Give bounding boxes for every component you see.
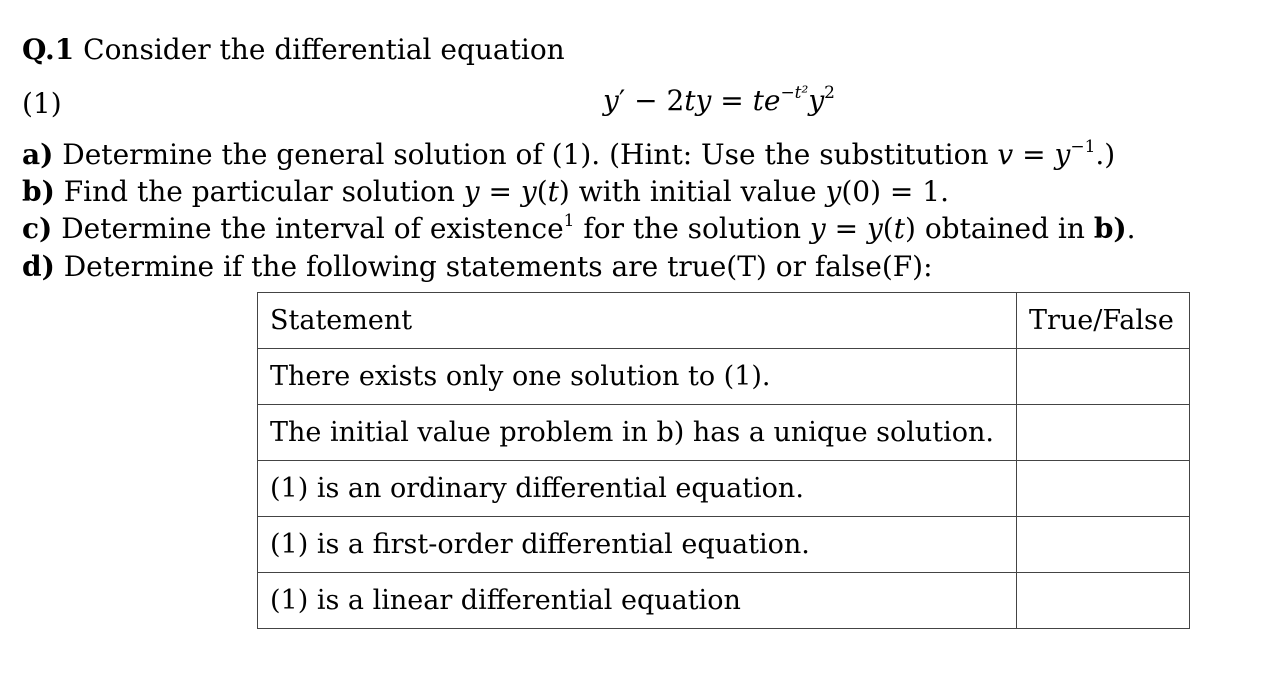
header-true-false: True/False — [1017, 293, 1190, 349]
part-b: b) Find the particular solution y = y(t) with initial value y(0) = 1. — [22, 175, 949, 208]
statement-cell: (1) is an ordinary differential equation. — [258, 461, 1017, 517]
header-statement: Statement — [258, 293, 1017, 349]
question-intro: Consider the differential equation — [83, 33, 565, 66]
table-row — [258, 405, 1190, 461]
statement-cell: (1) is a first-order differential equation. — [258, 517, 1017, 573]
answer-cell[interactable] — [1017, 405, 1190, 461]
part-c: c) Determine the interval of existence$^1$ for the solution y = y(t) obtained in b). — [22, 211, 1136, 245]
statement-cell: The initial value problem in b) has a unique solution. — [258, 405, 1017, 461]
part-d: d) Determine if the following statements are true(T) or false(F): — [22, 250, 933, 283]
answer-cell[interactable] — [1017, 573, 1190, 629]
table-row — [258, 461, 1190, 517]
statement-cell: There exists only one solution to (1). — [258, 349, 1017, 405]
question-number: Q.1 — [22, 33, 75, 66]
footnote-marker: 1 — [563, 211, 575, 231]
true-false-table — [257, 292, 1190, 629]
answer-cell[interactable] — [1017, 461, 1190, 517]
answer-cell[interactable] — [1017, 517, 1190, 573]
question-title — [22, 33, 565, 67]
table-header-row — [258, 293, 1190, 349]
answer-cell[interactable] — [1017, 349, 1190, 405]
table-row — [258, 573, 1190, 629]
part-a: a) Determine the general solution of (1). (Hint: Use the substitution $v = y^{-1}$.) — [22, 137, 1116, 171]
table-row — [258, 517, 1190, 573]
statement-cell: (1) is a linear differential equation — [258, 573, 1017, 629]
equation-number: (1) — [22, 87, 62, 120]
table-row — [258, 349, 1190, 405]
differential-equation: $y' - 2ty = te^{-t^2}y^2$ — [603, 83, 835, 117]
